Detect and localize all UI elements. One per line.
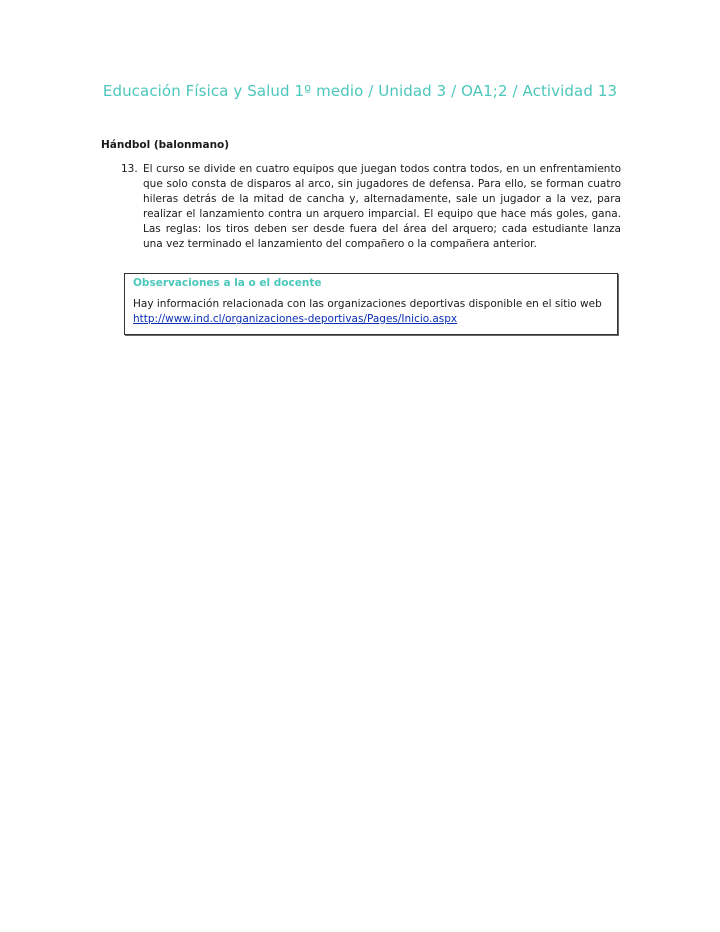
page-title: Educación Física y Salud 1º medio / Unidad 3 / OA1;2 / Actividad 13 <box>102 82 618 100</box>
activity-number: 13. <box>121 163 138 175</box>
section-heading: Hándbol (balonmano) <box>101 139 230 151</box>
notes-text: Hay información relacionada con las organizaciones deportivas disponible en el sitio web <box>133 298 602 310</box>
activity-item <box>121 162 621 253</box>
notes-title: Observaciones a la o el docente <box>133 277 322 289</box>
teacher-notes-box <box>124 273 618 335</box>
activity-text: El curso se divide en cuatro equipos que juegan todos contra todos, en un enfrentamiento que solo consta de disparos al arco, sin jugadores de defensa. Para ello, se forman cuatro hileras detrás de la mitad de cancha y, alternadamente, sale un jugador a la vez, para realizar el lanzamiento contra un arquero imparcial. El equipo que hace más goles, gana. Las reglas: los tiros deben ser desde fuera del área del arquero; cada estudiante lanza una vez terminado el lanzamiento del compañero o la compañera anterior. <box>143 163 621 251</box>
ind-website-link[interactable]: http://www.ind.cl/organizaciones-deportivas/Pages/Inicio.aspx <box>133 313 458 325</box>
